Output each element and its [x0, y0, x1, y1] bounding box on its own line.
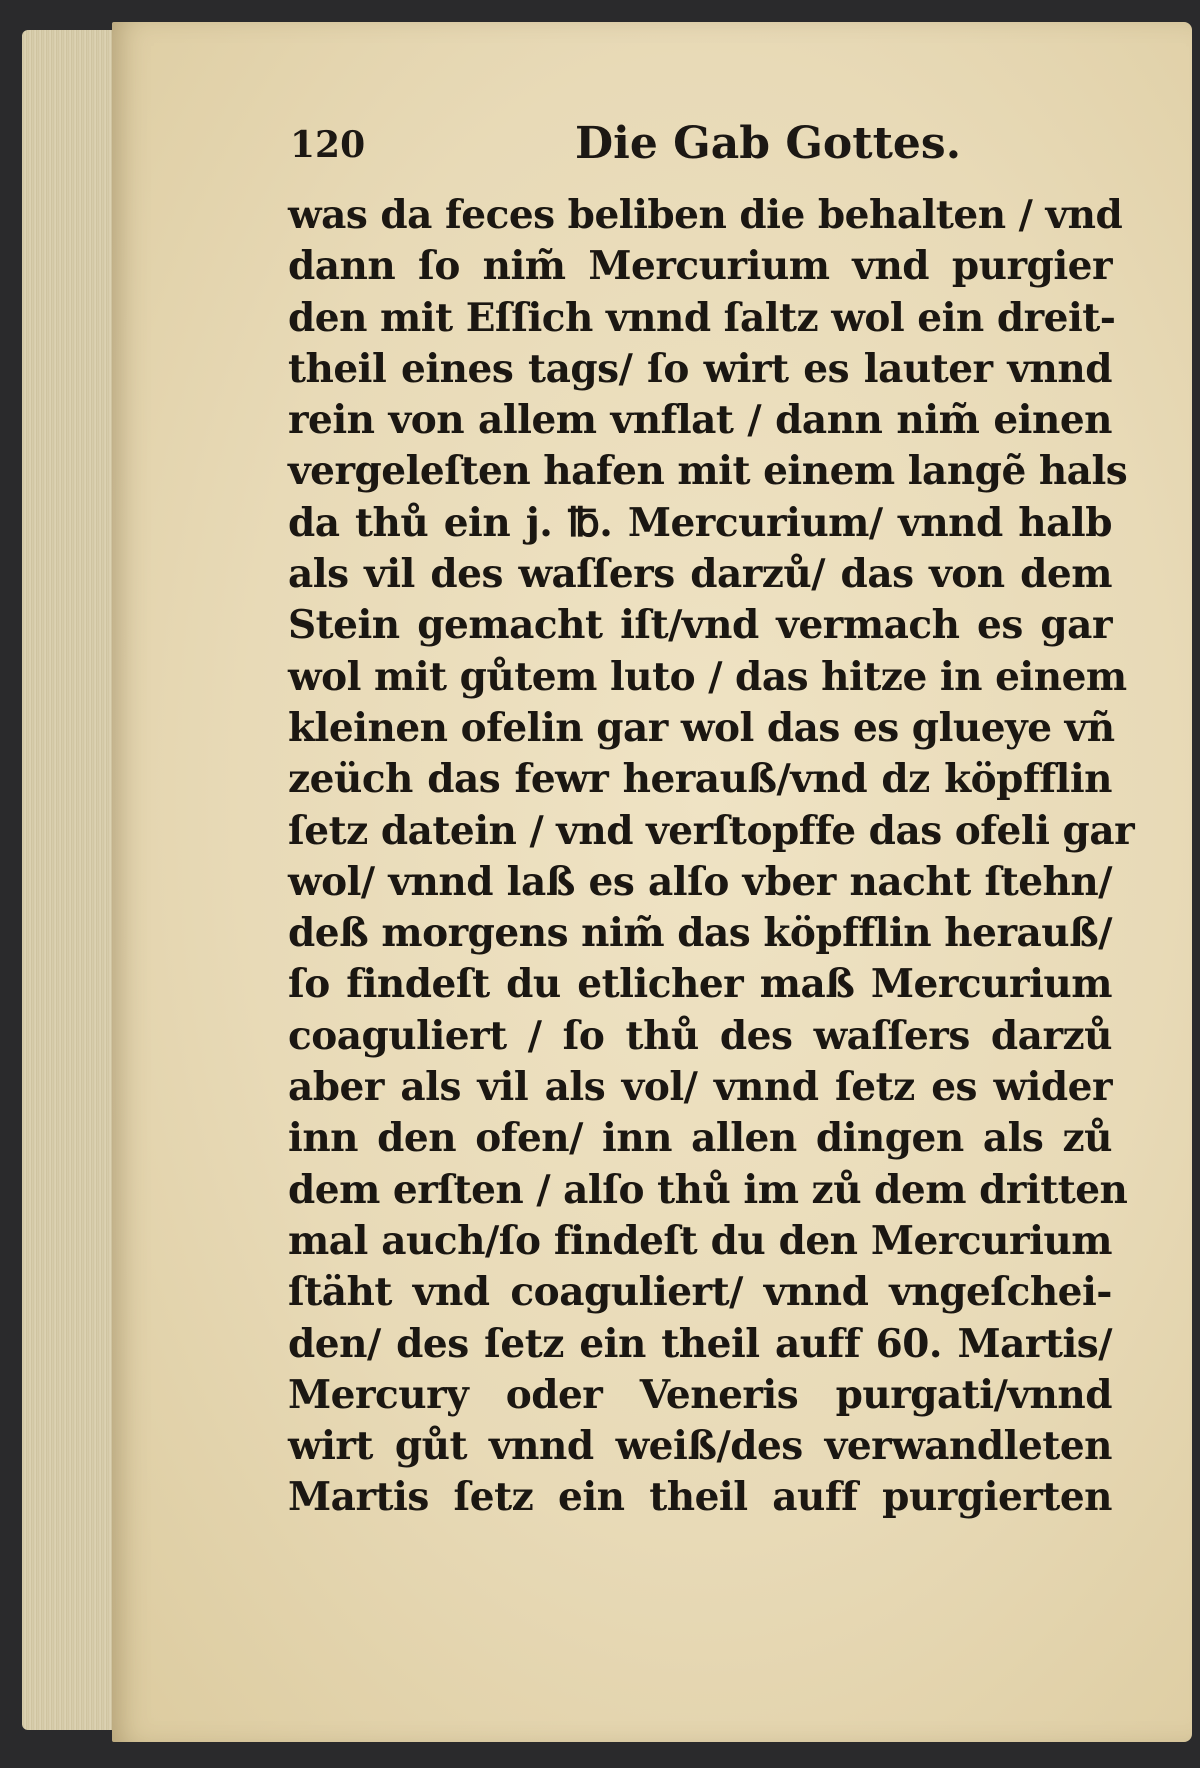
text-line: dem erſten / alſo thů im zů dem dritten [288, 1166, 1128, 1213]
text-line: was da feces beliben die behalten / vnd [288, 192, 1123, 238]
text-line: Stein gemacht iſt/vnd vermach es gar [288, 602, 1112, 649]
text-line: ſo findeſt du etlicher maß Mercurium [288, 961, 1112, 1008]
text-line: theil eines tags/ ſo wirt es lauter vnnd [288, 345, 1112, 392]
text-line: deß morgens nim̃ das köpfflin herauß/ [288, 910, 1112, 957]
page-header [290, 118, 1110, 178]
text-line: den mit Eſſich vnnd ſaltz wol ein dreit- [288, 294, 1116, 341]
text-line: coaguliert / ſo thů des waſſers darzů [288, 1012, 1112, 1059]
text-line: zeüch das fewr herauß/vnd dz köpfflin [288, 756, 1112, 803]
text-line: aber als vil als vol/ vnnd ſetz es wider [288, 1064, 1112, 1111]
text-line: wol mit gůtem luto / das hitze in einem [288, 653, 1127, 700]
text-block [288, 190, 1135, 1524]
text-line: mal auch/ſo findeſt du den Mercurium [288, 1217, 1112, 1264]
page-number: 120 [290, 124, 366, 166]
text-line: da thů ein j. ℔. Mercurium/ vnnd halb [288, 499, 1112, 546]
text-line: dann ſo nim̃ Mercurium vnd purgier [288, 243, 1112, 290]
text-line: wol/ vnnd laß es alſo vber nacht ſtehn/ [288, 858, 1112, 905]
text-line: kleinen ofelin gar wol das es glueye vñ [288, 704, 1115, 751]
running-head: Die Gab Gottes. [575, 118, 962, 169]
text-line: Martis ſetz ein theil auff purgierten [288, 1474, 1112, 1521]
text-line: rein von allem vnflat / dann nim̃ einen [288, 397, 1112, 444]
text-line: ſetz datein / vnd verſtopffe das ofeli gar [288, 807, 1135, 854]
text-line: Mercury oder Veneris purgati/vnnd [288, 1371, 1112, 1418]
text-line: als vil des waſſers darzů/ das von dem [288, 551, 1112, 598]
text-line: wirt gůt vnnd weiß/des verwandleten [288, 1423, 1112, 1470]
text-line: ſtäht vnd coaguliert/ vnnd vngeſchei- [288, 1269, 1112, 1316]
text-line: inn den ofen/ inn allen dingen als zů [288, 1115, 1112, 1162]
text-line: vergeleſten hafen mit einem langẽ hals [288, 448, 1128, 495]
text-line: den/ des ſetz ein theil auff 60. Martis/ [288, 1320, 1112, 1367]
